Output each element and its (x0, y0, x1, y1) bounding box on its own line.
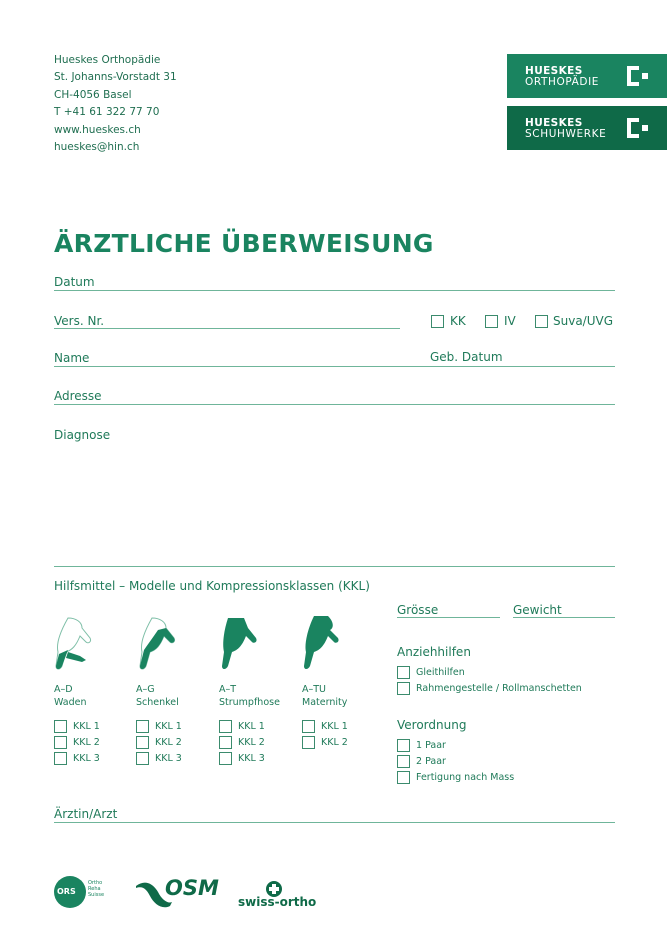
model-waden (54, 683, 87, 709)
kkl-checkbox[interactable] (136, 736, 149, 749)
vers-nr-label: Vers. Nr. (54, 314, 105, 328)
gleithilfen-label: Gleithilfen (416, 667, 465, 678)
suva-label: Suva/UVG (553, 314, 614, 328)
kkl-checkbox[interactable] (219, 736, 232, 749)
kkl-label: KKL 1 (321, 721, 348, 732)
brand-line2: SCHUHWERKE (525, 128, 607, 140)
hueskes-logo-dot-icon (642, 125, 648, 131)
model-maternity (302, 683, 347, 709)
address-web: www.hueskes.ch (54, 123, 141, 136)
model-name: Waden (54, 697, 87, 708)
kkl-checkbox[interactable] (54, 720, 67, 733)
hueskes-logo-dot-icon (642, 73, 648, 79)
kkl-checkbox[interactable] (302, 736, 315, 749)
ors-logo-icon (54, 876, 86, 908)
address-email: hueskes@hin.ch (54, 141, 140, 154)
name-field[interactable] (54, 366, 615, 367)
model-code: A–G (136, 684, 155, 695)
mass-checkbox[interactable] (397, 771, 410, 784)
ors-text-line: Ortho (88, 880, 103, 886)
iv-checkbox[interactable] (485, 315, 498, 328)
kkl-checkbox[interactable] (219, 752, 232, 765)
kkl-label: KKL 2 (155, 737, 182, 748)
stocking-schenkel-icon (136, 616, 180, 672)
stocking-maternity-icon (300, 616, 344, 672)
osm-logo-text: OSM (165, 876, 219, 900)
page-title: ÄRZTLICHE ÜBERWEISUNG (54, 229, 434, 258)
kk-checkbox[interactable] (431, 315, 444, 328)
ors-text-line: Suisse (88, 892, 105, 898)
kkl-checkbox[interactable] (54, 736, 67, 749)
hilfsmittel-title: Hilfsmittel – Modelle und Kompressionsklassen (KKL) (54, 579, 370, 593)
iv-label: IV (504, 314, 516, 328)
brand-orthopaedie (507, 54, 667, 98)
datum-field[interactable] (54, 290, 615, 291)
model-code: A–D (54, 684, 73, 695)
kkl-label: KKL 2 (321, 737, 348, 748)
kkl-checkbox[interactable] (136, 752, 149, 765)
adresse-label: Adresse (54, 389, 102, 403)
paar1-label: 1 Paar (416, 740, 446, 751)
arzt-field[interactable] (54, 822, 615, 823)
kkl-checkbox[interactable] (136, 720, 149, 733)
kkl-label: KKL 2 (238, 737, 265, 748)
paar1-checkbox[interactable] (397, 739, 410, 752)
brand-line2: ORTHOPÄDIE (525, 76, 600, 88)
kkl-checkbox[interactable] (302, 720, 315, 733)
address-phone: T +41 61 322 77 70 (54, 106, 160, 119)
model-code: A–TU (302, 684, 327, 695)
groesse-label: Grösse (397, 603, 439, 617)
rahmengestelle-label: Rahmengestelle / Rollmanschetten (416, 683, 582, 694)
kkl-label: KKL 3 (155, 753, 182, 764)
hueskes-logo-icon (627, 118, 639, 138)
arzt-label: Ärztin/Arzt (54, 807, 118, 821)
gewicht-field[interactable] (513, 617, 615, 618)
kkl-label: KKL 3 (238, 753, 265, 764)
brand-schuhwerke (507, 106, 667, 150)
address-street: St. Johanns-Vorstadt 31 (54, 71, 177, 84)
datum-label: Datum (54, 275, 95, 289)
groesse-field[interactable] (397, 617, 500, 618)
gleithilfen-checkbox[interactable] (397, 666, 410, 679)
model-name: Strumpfhose (219, 697, 280, 708)
paar2-label: 2 Paar (416, 756, 446, 767)
geb-datum-label: Geb. Datum (430, 350, 503, 364)
stocking-waden-icon (52, 616, 96, 672)
rahmengestelle-checkbox[interactable] (397, 682, 410, 695)
diagnose-label: Diagnose (54, 428, 111, 442)
brand-line1: HUESKES (525, 117, 583, 129)
gewicht-label: Gewicht (513, 603, 562, 617)
kkl-label: KKL 2 (73, 737, 100, 748)
model-strumpfhose (219, 683, 280, 709)
brand-line1: HUESKES (525, 65, 583, 77)
ors-text-line: Reha (88, 886, 101, 892)
paar2-checkbox[interactable] (397, 755, 410, 768)
anziehhilfen-title: Anziehhilfen (397, 645, 471, 659)
adresse-field[interactable] (54, 404, 615, 405)
model-code: A–T (219, 684, 237, 695)
model-name: Schenkel (136, 697, 179, 708)
stocking-strumpfhose-icon (218, 616, 262, 672)
kkl-checkbox[interactable] (219, 720, 232, 733)
name-label: Name (54, 351, 90, 365)
swiss-ortho-text: swiss-ortho (238, 895, 317, 909)
kk-label: KK (450, 314, 466, 328)
model-name: Maternity (302, 697, 348, 708)
suva-checkbox[interactable] (535, 315, 548, 328)
ors-text (88, 880, 104, 898)
kkl-checkbox[interactable] (54, 752, 67, 765)
model-schenkel (136, 683, 179, 709)
kkl-label: KKL 1 (155, 721, 182, 732)
verordnung-title: Verordnung (397, 718, 467, 732)
address-company: Hueskes Orthopädie (54, 54, 161, 66)
address-block (54, 52, 177, 156)
diagnose-field[interactable] (54, 566, 615, 567)
vers-nr-field[interactable] (54, 328, 400, 329)
kkl-label: KKL 3 (73, 753, 100, 764)
address-city: CH-4056 Basel (54, 88, 132, 101)
kkl-label: KKL 1 (238, 721, 265, 732)
kkl-label: KKL 1 (73, 721, 100, 732)
ors-mark: ORS (57, 887, 76, 896)
mass-label: Fertigung nach Mass (416, 772, 515, 783)
hueskes-logo-icon (627, 66, 639, 86)
